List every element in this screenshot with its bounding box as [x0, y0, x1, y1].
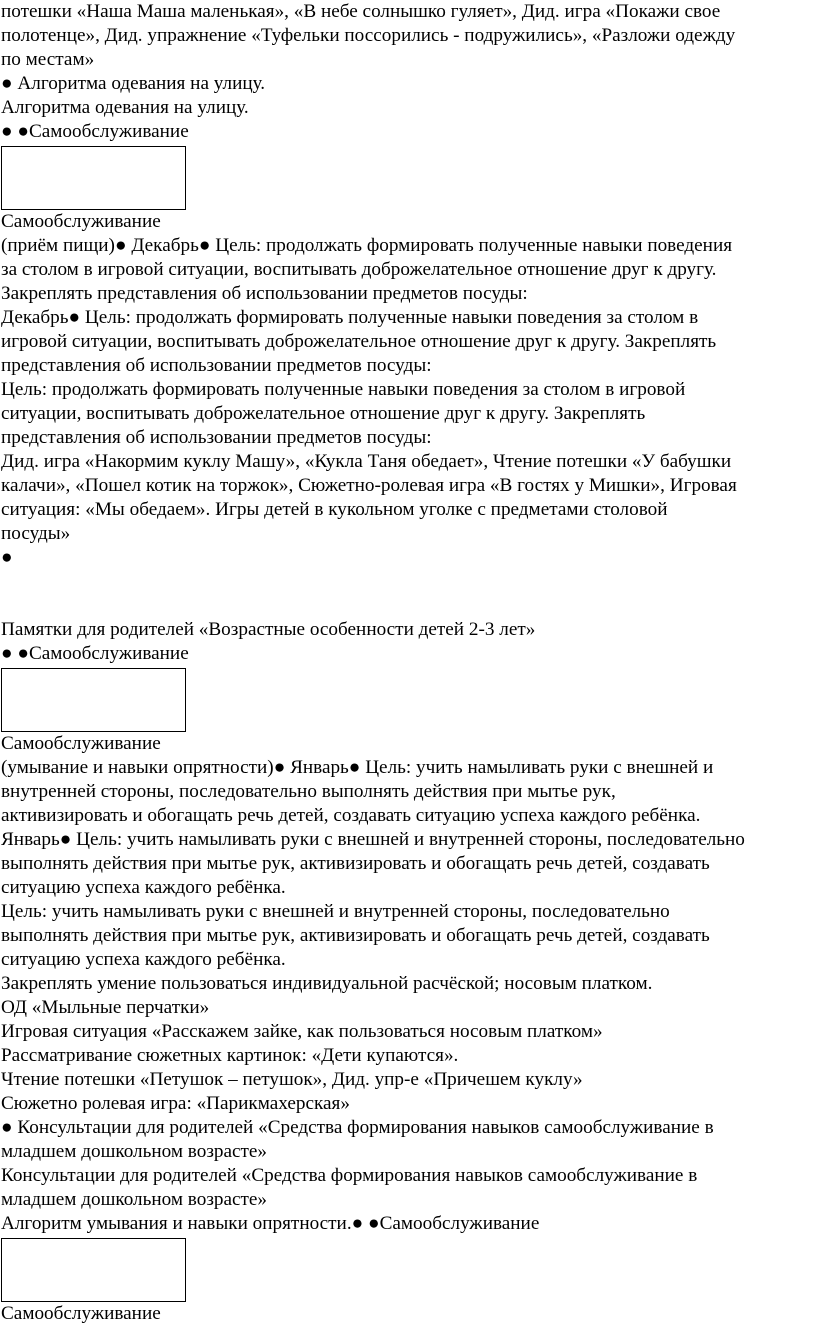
text-line: Самообслуживание	[1, 1303, 161, 1324]
text-line: калачи», «Пошел котик на торжок», Сюжетно-ролевая игра «В гостях у Мишки», Игровая	[1, 475, 737, 496]
text-line: ● Алгоритма одевания на улицу.	[1, 73, 266, 94]
text-line: (умывание и навыки опрятности)● Январь● Цель: учить намыливать руки с внешней и	[1, 757, 714, 778]
text-line: ● Консультации для родителей «Средства формирования навыков самообслуживание в	[1, 1117, 714, 1138]
text-line: Чтение потешки «Петушок – петушок», Дид. упр-е «Причешем куклу»	[1, 1069, 583, 1090]
text-line: по местам»	[1, 49, 95, 70]
section-e	[1, 1302, 809, 1326]
text-line: младшем дошкольном возрасте»	[1, 1189, 268, 1210]
text-line: Игровая ситуация «Расскажем зайке, как пользоваться носовым платком»	[1, 1021, 603, 1042]
bullet-line: ●	[1, 547, 13, 568]
image-placeholder-box	[1, 146, 186, 210]
text-line: Рассматривание сюжетных картинок: «Дети купаются».	[1, 1045, 459, 1066]
text-line: Памятки для родителей «Возрастные особенности детей 2-3 лет»	[1, 619, 536, 640]
text-line: Закреплять представления об использовании предметов посуды:	[1, 283, 528, 304]
text-line: Алгоритма одевания на улицу.	[1, 97, 249, 118]
text-line: представления об использовании предметов посуды:	[1, 355, 432, 376]
blank-line	[1, 594, 809, 618]
text-line: ● ●Самообслуживание	[1, 121, 189, 142]
text-line: Дид. игра «Накормим куклу Машу», «Кукла Таня обедает», Чтение потешки «У бабушки	[1, 451, 732, 472]
image-placeholder-box	[1, 1238, 186, 1302]
text-line: ● ●Самообслуживание	[1, 643, 189, 664]
text-line: ситуацию успеха каждого ребёнка.	[1, 877, 286, 898]
text-line: Самообслуживание	[1, 211, 161, 232]
text-line: Цель: продолжать формировать полученные навыки поведения за столом в игровой	[1, 379, 686, 400]
text-line: представления об использовании предметов посуды:	[1, 427, 432, 448]
text-line: потешки «Наша Маша маленькая», «В небе солнышко гуляет», Дид. игра «Покажи свое	[1, 1, 721, 22]
text-line: Консультации для родителей «Средства формирования навыков самообслуживание в	[1, 1165, 698, 1186]
text-line: Алгоритм умывания и навыки опрятности.● ●Самообслуживание	[1, 1213, 540, 1234]
text-line: ситуация: «Мы обедаем». Игры детей в кукольном уголке с предметами столовой	[1, 499, 668, 520]
text-line: Январь● Цель: учить намыливать руки с внешней и внутренней стороны, последовательно	[1, 829, 745, 850]
text-line: за столом в игровой ситуации, воспитывать доброжелательное отношение друг к другу.	[1, 259, 717, 280]
text-line: Сюжетно ролевая игра: «Парикмахерская»	[1, 1093, 350, 1114]
image-placeholder-box	[1, 668, 186, 732]
text-line: выполнять действия при мытье рук, активизировать и обогащать речь детей, создавать	[1, 853, 710, 874]
text-line: младшем дошкольном возрасте»	[1, 1141, 268, 1162]
text-line: ОД «Мыльные перчатки»	[1, 997, 210, 1018]
text-line: ситуации, воспитывать доброжелательное отношение друг к другу. Закреплять	[1, 403, 646, 424]
section-c	[1, 618, 809, 666]
text-line: Закреплять умение пользоваться индивидуальной расчёской; носовым платком.	[1, 973, 653, 994]
text-line: (приём пищи)● Декабрь● Цель: продолжать формировать полученные навыки поведения	[1, 235, 733, 256]
text-line: посуды»	[1, 523, 71, 544]
text-line: выполнять действия при мытье рук, активизировать и обогащать речь детей, создавать	[1, 925, 710, 946]
text-line: активизировать и обогащать речь детей, создавать ситуацию успеха каждого ребёнка.	[1, 805, 701, 826]
section-a	[1, 0, 809, 144]
text-line: полотенце», Дид. упражнение «Туфельки поссорились - подружились», «Разложи одежду	[1, 25, 736, 46]
section-b	[1, 210, 809, 618]
text-line: игровой ситуации, воспитывать доброжелательное отношение друг к другу. Закреплять	[1, 331, 717, 352]
text-line: внутренней стороны, последовательно выполнять действия при мытье рук,	[1, 781, 616, 802]
text-line: Декабрь● Цель: продолжать формировать полученные навыки поведения за столом в	[1, 307, 699, 328]
text-line: ситуацию успеха каждого ребёнка.	[1, 949, 286, 970]
blank-line	[1, 570, 809, 594]
text-line: Цель: учить намыливать руки с внешней и внутренней стороны, последовательно	[1, 901, 670, 922]
text-line: Самообслуживание	[1, 733, 161, 754]
section-d	[1, 732, 809, 1236]
